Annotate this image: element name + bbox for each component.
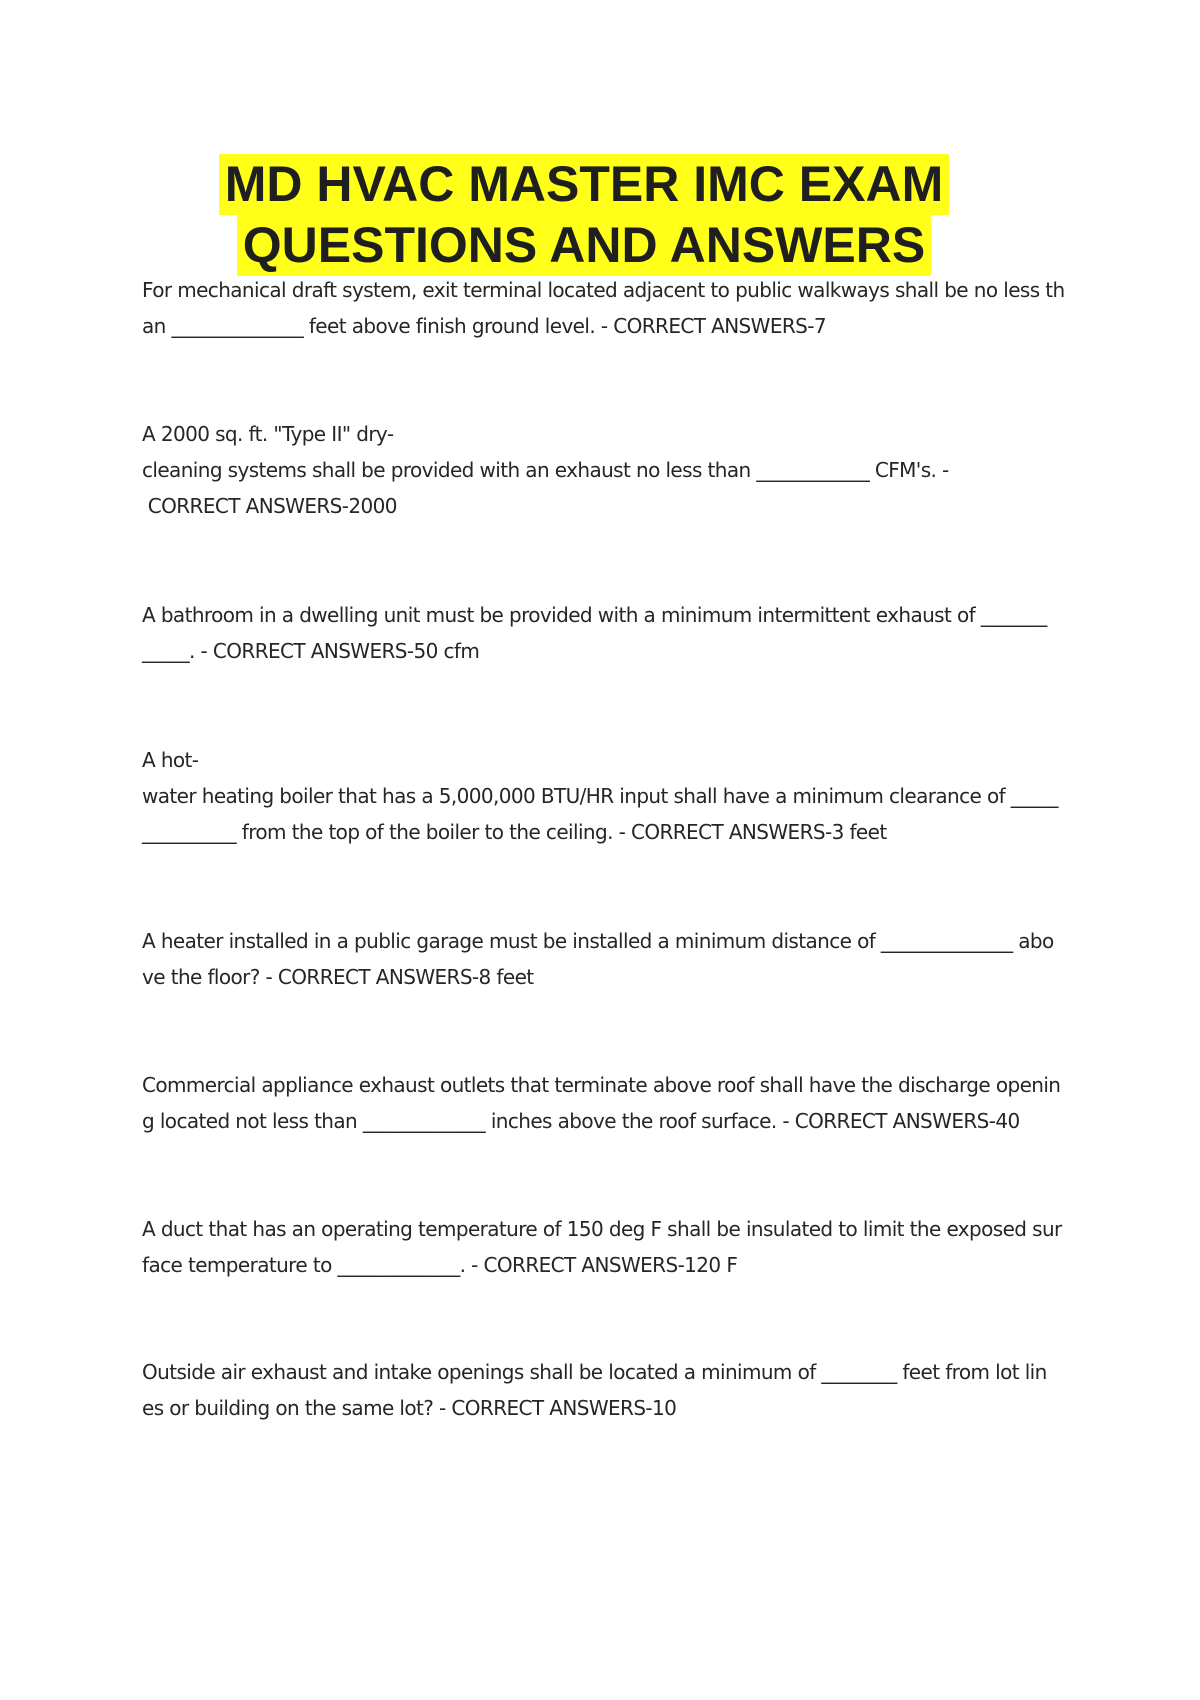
qa-item-6 <box>142 1067 1064 1139</box>
qa-6-line-2: g located not less than _____________ inches above the roof surface. - CORRECT ANSWERS-40 <box>142 1109 1020 1133</box>
qa-3-line-1: A bathroom in a dwelling unit must be provided with a minimum intermittent exhaust of _______ <box>142 603 1047 627</box>
title-line-2: QUESTIONS AND ANSWERS <box>237 215 931 276</box>
qa-3-line-2: _____. - CORRECT ANSWERS-50 cfm <box>142 639 480 663</box>
qa-8-line-2: es or building on the same lot? - CORRECT ANSWERS-10 <box>142 1396 677 1420</box>
qa-item-7 <box>142 1211 1064 1283</box>
qa-5-line-1: A heater installed in a public garage must be installed a minimum distance of ______________ abo <box>142 929 1054 953</box>
qa-item-3 <box>142 597 1064 669</box>
qa-6-line-1: Commercial appliance exhaust outlets that terminate above roof shall have the discharge openin <box>142 1073 1061 1097</box>
qa-1-line-2: an ______________ feet above finish ground level. - CORRECT ANSWERS-7 <box>142 314 826 338</box>
qa-2-line-3: CORRECT ANSWERS-2000 <box>142 494 397 518</box>
qa-item-4 <box>142 742 1064 850</box>
qa-4-line-2: water heating boiler that has a 5,000,000 BTU/HR input shall have a minimum clearance of _____ <box>142 784 1058 808</box>
qa-5-line-2: ve the floor? - CORRECT ANSWERS-8 feet <box>142 965 534 989</box>
qa-item-8 <box>142 1354 1064 1426</box>
qa-7-line-2: face temperature to _____________. - CORRECT ANSWERS-120 F <box>142 1253 738 1277</box>
qa-1-line-1: For mechanical draft system, exit terminal located adjacent to public walkways shall be no less th <box>142 278 1065 302</box>
qa-4-line-3: __________ from the top of the boiler to the ceiling. - CORRECT ANSWERS-3 feet <box>142 820 887 844</box>
qa-item-5 <box>142 923 1064 995</box>
qa-item-1 <box>142 272 1064 344</box>
page-title <box>0 154 1168 276</box>
title-line-1: MD HVAC MASTER IMC EXAM <box>219 154 950 215</box>
qa-8-line-1: Outside air exhaust and intake openings shall be located a minimum of ________ feet from lot lin <box>142 1360 1047 1384</box>
qa-2-line-2: cleaning systems shall be provided with an exhaust no less than ____________ CFM's. - <box>142 458 949 482</box>
qa-2-line-1: A 2000 sq. ft. "Type II" dry- <box>142 422 394 446</box>
qa-item-2 <box>142 416 1064 524</box>
qa-7-line-1: A duct that has an operating temperature of 150 deg F shall be insulated to limit the exposed sur <box>142 1217 1062 1241</box>
qa-4-line-1: A hot- <box>142 748 199 772</box>
